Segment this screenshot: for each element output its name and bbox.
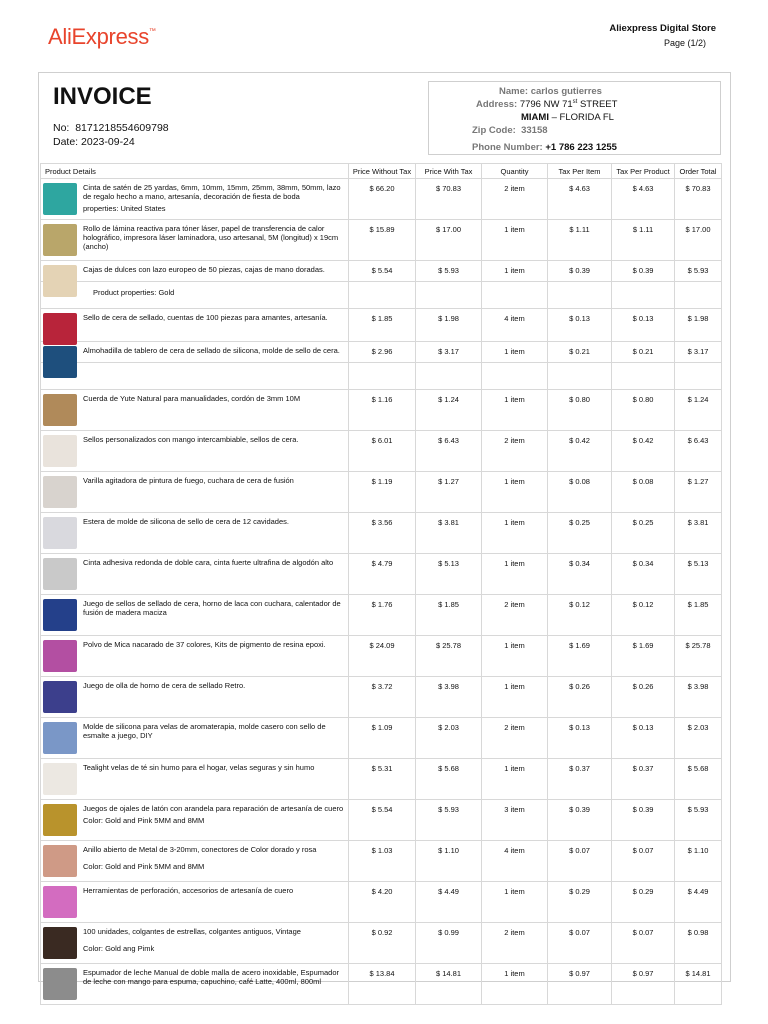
empty-cell bbox=[548, 363, 612, 390]
product-thumbnail bbox=[43, 763, 77, 795]
order-total-cell: $ 4.49 bbox=[675, 882, 722, 923]
table-row bbox=[41, 759, 722, 800]
price-without-tax-cell: $ 1.76 bbox=[349, 595, 416, 636]
order-total-cell: $ 6.43 bbox=[675, 431, 722, 472]
price-without-tax-cell: $ 4.79 bbox=[349, 554, 416, 595]
col-tax-per-item: Tax Per Item bbox=[548, 164, 612, 179]
tax-per-item-cell: $ 0.25 bbox=[548, 513, 612, 554]
price-with-tax-cell: $ 5.93 bbox=[416, 261, 482, 282]
empty-cell bbox=[612, 282, 675, 309]
customer-name-line bbox=[499, 86, 602, 97]
table-row bbox=[41, 261, 722, 282]
price-with-tax-cell: $ 1.10 bbox=[416, 841, 482, 882]
price-with-tax-cell: $ 0.99 bbox=[416, 923, 482, 964]
store-info bbox=[609, 23, 716, 48]
order-total-cell: $ 25.78 bbox=[675, 636, 722, 677]
empty-cell bbox=[612, 363, 675, 390]
tax-per-item-cell: $ 0.39 bbox=[548, 800, 612, 841]
quantity-cell: 1 item bbox=[482, 636, 548, 677]
customer-city-line bbox=[521, 112, 614, 123]
product-description: Sellos personalizados con mango intercambiable, sellos de cera. bbox=[83, 435, 299, 444]
order-total-cell: $ 5.68 bbox=[675, 759, 722, 800]
order-total-cell: $ 3.17 bbox=[675, 342, 722, 363]
empty-cell bbox=[675, 363, 722, 390]
price-without-tax-cell: $ 24.09 bbox=[349, 636, 416, 677]
order-total-cell: $ 0.98 bbox=[675, 923, 722, 964]
invoice-meta bbox=[53, 122, 169, 149]
product-properties: Color: Gold ang Pimk bbox=[83, 944, 155, 953]
tax-per-product-cell: $ 0.21 bbox=[612, 342, 675, 363]
tax-per-item-cell: $ 1.11 bbox=[548, 220, 612, 261]
customer-name-label: Name: bbox=[499, 86, 529, 97]
invoice-number-line bbox=[53, 122, 169, 136]
price-without-tax-cell: $ 13.84 bbox=[349, 964, 416, 1005]
quantity-cell: 2 item bbox=[482, 179, 548, 220]
tax-per-item-cell: $ 0.29 bbox=[548, 882, 612, 923]
tax-per-item-cell: $ 0.34 bbox=[548, 554, 612, 595]
table-row bbox=[41, 718, 722, 759]
order-total-cell: $ 5.13 bbox=[675, 554, 722, 595]
tax-per-item-cell: $ 0.37 bbox=[548, 759, 612, 800]
price-with-tax-cell: $ 1.24 bbox=[416, 390, 482, 431]
tax-per-item-cell: $ 0.07 bbox=[548, 923, 612, 964]
table-row bbox=[41, 390, 722, 431]
product-thumbnail bbox=[43, 845, 77, 877]
tax-per-item-cell: $ 1.69 bbox=[548, 636, 612, 677]
quantity-cell: 1 item bbox=[482, 220, 548, 261]
product-cell bbox=[41, 261, 349, 282]
product-description: Varilla agitadora de pintura de fuego, cuchara de cera de fusión bbox=[83, 476, 294, 485]
order-total-cell: $ 17.00 bbox=[675, 220, 722, 261]
table-row bbox=[41, 636, 722, 677]
price-without-tax-cell: $ 3.56 bbox=[349, 513, 416, 554]
order-total-cell: $ 3.98 bbox=[675, 677, 722, 718]
product-thumbnail bbox=[43, 927, 77, 959]
table-header-row bbox=[41, 164, 722, 179]
price-without-tax-cell: $ 6.01 bbox=[349, 431, 416, 472]
product-cell bbox=[41, 964, 349, 1005]
product-thumbnail bbox=[43, 558, 77, 590]
tax-per-item-cell: $ 0.42 bbox=[548, 431, 612, 472]
empty-cell bbox=[349, 282, 416, 309]
quantity-cell: 1 item bbox=[482, 261, 548, 282]
tax-per-item-cell: $ 0.80 bbox=[548, 390, 612, 431]
product-properties: Color: Gold and Pink 5MM and 8MM bbox=[83, 862, 205, 871]
empty-cell bbox=[416, 282, 482, 309]
page-indicator: Page (1/2) bbox=[663, 38, 706, 48]
price-with-tax-cell: $ 5.13 bbox=[416, 554, 482, 595]
customer-name: carlos gutierres bbox=[530, 86, 602, 97]
customer-address-line bbox=[476, 99, 617, 110]
order-total-cell: $ 70.83 bbox=[675, 179, 722, 220]
quantity-cell: 2 item bbox=[482, 595, 548, 636]
product-cell bbox=[41, 636, 349, 677]
order-total-cell: $ 3.81 bbox=[675, 513, 722, 554]
product-cell bbox=[41, 431, 349, 472]
product-description: Molde de silicona para velas de aromaterapia, molde casero con sello de esmalte a juego, DIY bbox=[83, 722, 326, 740]
customer-city: MIAMI bbox=[521, 112, 549, 123]
product-cell bbox=[41, 718, 349, 759]
product-thumbnail bbox=[43, 804, 77, 836]
quantity-cell: 3 item bbox=[482, 800, 548, 841]
product-description: Estera de molde de silicona de sello de cera de 12 cavidades. bbox=[83, 517, 289, 526]
product-description: Cinta de satén de 25 yardas, 6mm, 10mm, 15mm, 25mm, 38mm, 50mm, lazo de regalo hecho a mano, artesanía, decoración de fiesta de boda bbox=[83, 183, 341, 201]
col-order-total: Order Total bbox=[675, 164, 722, 179]
table-row bbox=[41, 179, 722, 220]
product-thumbnail bbox=[43, 346, 77, 378]
product-description: Rollo de lámina reactiva para tóner láser, papel de transferencia de calor holográfico, impresora láser laminadora, uso artesanal, 5M (longitud) x 19cm (ancho) bbox=[83, 224, 339, 251]
product-thumbnail bbox=[43, 968, 77, 1000]
empty-cell bbox=[416, 363, 482, 390]
aliexpress-logo: AliExpress™ bbox=[48, 24, 156, 49]
tax-per-product-cell: $ 0.13 bbox=[612, 718, 675, 759]
price-without-tax-cell: $ 2.96 bbox=[349, 342, 416, 363]
customer-address: 7796 NW 71 bbox=[519, 99, 573, 111]
product-thumbnail bbox=[43, 517, 77, 549]
invoice-date-line bbox=[53, 136, 169, 150]
table-row bbox=[41, 342, 722, 363]
product-description: Espumador de leche Manual de doble malla de acero inoxidable, Espumador de leche con mango para espuma, capuchino, café Latte, 400ml, 800ml bbox=[83, 968, 339, 986]
tax-per-product-cell: $ 0.26 bbox=[612, 677, 675, 718]
table-row bbox=[41, 472, 722, 513]
phone-number: +1 786 223 1255 bbox=[545, 142, 617, 153]
product-cell bbox=[41, 342, 349, 363]
tax-per-product-cell: $ 0.34 bbox=[612, 554, 675, 595]
quantity-cell: 1 item bbox=[482, 759, 548, 800]
empty-cell bbox=[349, 363, 416, 390]
price-with-tax-cell: $ 70.83 bbox=[416, 179, 482, 220]
product-thumbnail bbox=[43, 435, 77, 467]
order-total-cell: $ 1.85 bbox=[675, 595, 722, 636]
tax-per-item-cell: $ 0.13 bbox=[548, 309, 612, 342]
customer-phone-line bbox=[472, 142, 617, 153]
customer-address-box bbox=[428, 81, 721, 155]
price-with-tax-cell: $ 25.78 bbox=[416, 636, 482, 677]
price-with-tax-cell: $ 1.98 bbox=[416, 309, 482, 342]
quantity-cell: 2 item bbox=[482, 718, 548, 759]
product-cell bbox=[41, 513, 349, 554]
tax-per-item-cell: $ 0.97 bbox=[548, 964, 612, 1005]
table-row bbox=[41, 554, 722, 595]
price-without-tax-cell: $ 1.03 bbox=[349, 841, 416, 882]
invoice-date-label: Date: bbox=[53, 135, 79, 148]
product-description: Cinta adhesiva redonda de doble cara, cinta fuerte ultrafina de algodón alto bbox=[83, 558, 334, 567]
phone-label: Phone Number: bbox=[472, 142, 543, 153]
price-without-tax-cell: $ 1.19 bbox=[349, 472, 416, 513]
price-with-tax-cell: $ 2.03 bbox=[416, 718, 482, 759]
product-thumbnail bbox=[43, 640, 77, 672]
table-row bbox=[41, 923, 722, 964]
product-cell bbox=[41, 882, 349, 923]
tax-per-product-cell: $ 0.25 bbox=[612, 513, 675, 554]
product-cell bbox=[41, 309, 349, 342]
tax-per-product-cell: $ 1.69 bbox=[612, 636, 675, 677]
quantity-cell: 1 item bbox=[482, 513, 548, 554]
empty-cell bbox=[482, 363, 548, 390]
price-without-tax-cell: $ 5.54 bbox=[349, 800, 416, 841]
product-thumbnail bbox=[43, 722, 77, 754]
customer-state: – FLORIDA FL bbox=[548, 112, 614, 123]
price-without-tax-cell: $ 0.92 bbox=[349, 923, 416, 964]
tax-per-product-cell: $ 0.39 bbox=[612, 800, 675, 841]
product-cell bbox=[41, 472, 349, 513]
tax-per-product-cell: $ 0.29 bbox=[612, 882, 675, 923]
price-with-tax-cell: $ 5.93 bbox=[416, 800, 482, 841]
tax-per-item-cell: $ 0.13 bbox=[548, 718, 612, 759]
product-cell bbox=[41, 923, 349, 964]
customer-zip-line bbox=[472, 125, 548, 136]
tax-per-product-cell: $ 0.07 bbox=[612, 841, 675, 882]
col-price-without-tax: Price Without Tax bbox=[349, 164, 416, 179]
product-thumbnail bbox=[43, 476, 77, 508]
table-row bbox=[41, 964, 722, 1005]
tax-per-product-cell: $ 0.07 bbox=[612, 923, 675, 964]
product-thumbnail bbox=[43, 681, 77, 713]
tax-per-item-cell: $ 0.39 bbox=[548, 261, 612, 282]
tax-per-item-cell: $ 0.26 bbox=[548, 677, 612, 718]
price-without-tax-cell: $ 1.85 bbox=[349, 309, 416, 342]
empty-cell bbox=[482, 282, 548, 309]
product-description: Tealight velas de té sin humo para el hogar, velas seguras y sin humo bbox=[83, 763, 315, 772]
price-without-tax-cell: $ 1.09 bbox=[349, 718, 416, 759]
order-total-cell: $ 1.27 bbox=[675, 472, 722, 513]
product-description: Cajas de dulces con lazo europeo de 50 piezas, cajas de mano doradas. bbox=[83, 265, 325, 274]
product-thumbnail bbox=[43, 599, 77, 631]
address-suffix: st bbox=[572, 99, 578, 105]
invoice-number-label: No: bbox=[53, 122, 70, 134]
price-without-tax-cell: $ 66.20 bbox=[349, 179, 416, 220]
product-description: 100 unidades, colgantes de estrellas, colgantes antiguos, Vintage bbox=[83, 927, 301, 936]
product-cell bbox=[41, 800, 349, 841]
price-without-tax-cell: $ 4.20 bbox=[349, 882, 416, 923]
tax-per-item-cell: $ 0.21 bbox=[548, 342, 612, 363]
product-thumbnail bbox=[43, 183, 77, 215]
table-row bbox=[41, 431, 722, 472]
price-without-tax-cell: $ 5.31 bbox=[349, 759, 416, 800]
tax-per-product-cell: $ 0.39 bbox=[612, 261, 675, 282]
col-tax-per-product: Tax Per Product bbox=[612, 164, 675, 179]
product-description: Cuerda de Yute Natural para manualidades, cordón de 3mm 10M bbox=[83, 394, 301, 403]
table-row bbox=[41, 513, 722, 554]
zip-label: Zip Code: bbox=[472, 125, 516, 136]
price-with-tax-cell: $ 3.17 bbox=[416, 342, 482, 363]
price-with-tax-cell: $ 4.49 bbox=[416, 882, 482, 923]
tax-per-product-cell: $ 4.63 bbox=[612, 179, 675, 220]
tax-per-item-cell: $ 0.07 bbox=[548, 841, 612, 882]
table-row bbox=[41, 800, 722, 841]
quantity-cell: 1 item bbox=[482, 554, 548, 595]
quantity-cell: 1 item bbox=[482, 677, 548, 718]
order-total-cell: $ 2.03 bbox=[675, 718, 722, 759]
table-row bbox=[41, 220, 722, 261]
product-properties: properties: United States bbox=[83, 204, 166, 213]
price-without-tax-cell: $ 15.89 bbox=[349, 220, 416, 261]
col-quantity: Quantity bbox=[482, 164, 548, 179]
product-properties: Color: Gold and Pink 5MM and 8MM bbox=[83, 816, 205, 825]
table-row bbox=[41, 841, 722, 882]
quantity-cell: 1 item bbox=[482, 964, 548, 1005]
tax-per-product-cell: $ 0.08 bbox=[612, 472, 675, 513]
product-subrow bbox=[41, 282, 722, 309]
quantity-cell: 2 item bbox=[482, 431, 548, 472]
tax-per-product-cell: $ 0.13 bbox=[612, 309, 675, 342]
order-total-cell: $ 5.93 bbox=[675, 800, 722, 841]
invoice-title: INVOICE bbox=[53, 83, 152, 110]
col-product-details: Product Details bbox=[41, 164, 349, 179]
price-without-tax-cell: $ 1.16 bbox=[349, 390, 416, 431]
invoice-date: 2023-09-24 bbox=[81, 135, 135, 148]
quantity-cell: 1 item bbox=[482, 342, 548, 363]
product-subrow bbox=[41, 363, 722, 390]
product-cell bbox=[41, 220, 349, 261]
order-total-cell: $ 5.93 bbox=[675, 261, 722, 282]
tax-per-product-cell: $ 0.12 bbox=[612, 595, 675, 636]
quantity-cell: 4 item bbox=[482, 309, 548, 342]
product-description: Juegos de ojales de latón con arandela para reparación de artesanía de cuero bbox=[83, 804, 344, 813]
col-price-with-tax: Price With Tax bbox=[416, 164, 482, 179]
quantity-cell: 1 item bbox=[482, 472, 548, 513]
product-thumbnail bbox=[43, 886, 77, 918]
empty-cell bbox=[548, 282, 612, 309]
price-with-tax-cell: $ 3.81 bbox=[416, 513, 482, 554]
product-thumbnail bbox=[43, 224, 77, 256]
order-total-cell: $ 14.81 bbox=[675, 964, 722, 1005]
price-with-tax-cell: $ 14.81 bbox=[416, 964, 482, 1005]
table-row bbox=[41, 309, 722, 342]
product-cell bbox=[41, 759, 349, 800]
price-with-tax-cell: $ 6.43 bbox=[416, 431, 482, 472]
product-description: Almohadilla de tablero de cera de sellado de silicona, molde de sello de cera. bbox=[83, 346, 340, 355]
price-with-tax-cell: $ 5.68 bbox=[416, 759, 482, 800]
price-with-tax-cell: $ 3.98 bbox=[416, 677, 482, 718]
price-without-tax-cell: $ 3.72 bbox=[349, 677, 416, 718]
product-thumbnail bbox=[43, 394, 77, 426]
product-description: Juego de sellos de sellado de cera, horno de laca con cuchara, calentador de fusión de madera maciza bbox=[83, 599, 341, 617]
product-cell bbox=[41, 390, 349, 431]
product-cell bbox=[41, 677, 349, 718]
product-thumbnail bbox=[43, 313, 77, 345]
product-cell bbox=[41, 595, 349, 636]
tax-per-item-cell: $ 0.08 bbox=[548, 472, 612, 513]
product-description: Juego de olla de horno de cera de sellado Retro. bbox=[83, 681, 246, 690]
product-cell bbox=[41, 554, 349, 595]
table-row bbox=[41, 677, 722, 718]
quantity-cell: 4 item bbox=[482, 841, 548, 882]
order-total-cell: $ 1.98 bbox=[675, 309, 722, 342]
order-total-cell: $ 1.24 bbox=[675, 390, 722, 431]
empty-cell bbox=[675, 282, 722, 309]
tax-per-product-cell: $ 0.97 bbox=[612, 964, 675, 1005]
address-tail: STREET bbox=[577, 99, 618, 111]
zip-code: 33158 bbox=[521, 125, 548, 136]
product-properties bbox=[41, 363, 349, 390]
tax-per-product-cell: $ 0.42 bbox=[612, 431, 675, 472]
product-description: Anillo abierto de Metal de 3-20mm, conectores de Color dorado y rosa bbox=[83, 845, 317, 854]
tax-per-product-cell: $ 0.37 bbox=[612, 759, 675, 800]
tax-per-product-cell: $ 1.11 bbox=[612, 220, 675, 261]
table-row bbox=[41, 595, 722, 636]
product-thumbnail bbox=[43, 265, 77, 297]
price-without-tax-cell: $ 5.54 bbox=[349, 261, 416, 282]
product-description: Sello de cera de sellado, cuentas de 100 piezas para amantes, artesanía. bbox=[83, 313, 328, 322]
product-cell bbox=[41, 179, 349, 220]
product-cell bbox=[41, 841, 349, 882]
price-with-tax-cell: $ 1.85 bbox=[416, 595, 482, 636]
store-name: Aliexpress Digital Store bbox=[609, 23, 716, 34]
product-properties: Product properties: Gold bbox=[41, 282, 349, 309]
items-table bbox=[40, 163, 722, 1005]
customer-address-label: Address: bbox=[476, 99, 518, 111]
invoice-number: 8171218554609798 bbox=[75, 122, 169, 134]
price-with-tax-cell: $ 1.27 bbox=[416, 472, 482, 513]
quantity-cell: 1 item bbox=[482, 882, 548, 923]
tax-per-item-cell: $ 0.12 bbox=[548, 595, 612, 636]
order-total-cell: $ 1.10 bbox=[675, 841, 722, 882]
price-with-tax-cell: $ 17.00 bbox=[416, 220, 482, 261]
quantity-cell: 1 item bbox=[482, 390, 548, 431]
tax-per-item-cell: $ 4.63 bbox=[548, 179, 612, 220]
table-row bbox=[41, 882, 722, 923]
product-description: Herramientas de perforación, accesorios de artesanía de cuero bbox=[83, 886, 294, 895]
quantity-cell: 2 item bbox=[482, 923, 548, 964]
tax-per-product-cell: $ 0.80 bbox=[612, 390, 675, 431]
product-description: Polvo de Mica nacarado de 37 colores, Kits de pigmento de resina epoxi. bbox=[83, 640, 326, 649]
